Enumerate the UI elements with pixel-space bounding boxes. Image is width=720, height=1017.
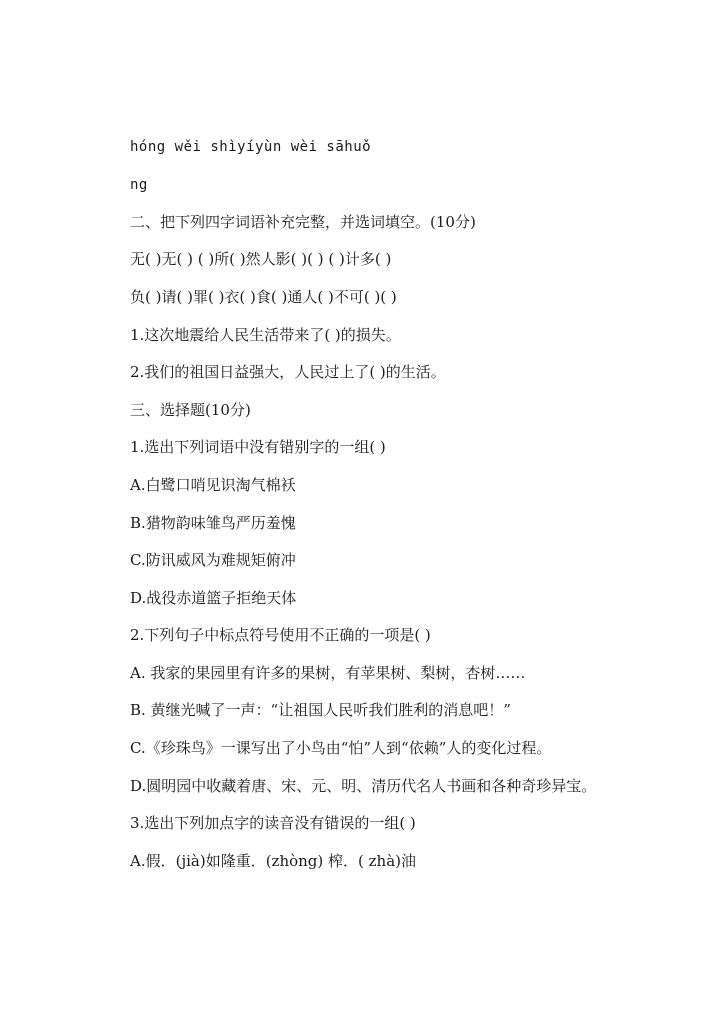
question-1-option-b: B.猎物韵味雏鸟严历羞愧 [130,514,296,532]
question-3-stem: 3.选出下列加点字的读音没有错误的一组( ) [130,814,416,832]
fill-question-1: 1.这次地震给人民生活带来了( )的损失。 [130,326,401,344]
question-2-option-a: A. 我家的果园里有许多的果树，有苹果树、梨树，杏树…… [130,664,526,682]
question-1-option-a: A.白鹭口哨见识淘气棉袄 [130,476,296,494]
question-3-option-a: A.假．(jià)如隆重．(zhòng) 榨．( zhà)油 [130,852,417,870]
question-1-option-d: D.战役赤道篮子拒绝天体 [130,589,297,607]
question-2-option-c: C.《珍珠鸟》一课写出了小鸟由“怕”人到“依赖”人的变化过程。 [130,739,552,757]
fill-question-2: 2.我们的祖国日益强大，人民过上了( )的生活。 [130,363,446,381]
pinyin-line-continued: ng [130,177,148,193]
question-2-option-d: D.圆明园中收藏着唐、宋、元、明、清历代名人书画和各种奇珍异宝。 [130,777,597,795]
question-1-stem: 1.选出下列词语中没有错别字的一组( ) [130,438,386,456]
question-1-option-c: C.防讯威风为难规矩俯冲 [130,551,296,569]
idiom-row-1: 无( )无( ) ( )所( )然人影( )( ) ( )计多( ) [130,250,392,268]
pinyin-line: hóng wěi shìyíyùn wèi sāhuǒ [130,139,372,155]
idiom-row-2: 负( )请( )罪( )衣( )食( )通人( )不可( )( ) [130,288,397,306]
question-2-option-b: B. 黄继光喊了一声：“让祖国人民听我们胜利的消息吧！” [130,701,511,719]
section-heading-multiple-choice: 三、选择题(10分) [130,401,251,419]
section-heading-fill-idioms: 二、把下列四字词语补充完整，并选词填空。(10分) [130,213,476,231]
question-2-stem: 2.下列句子中标点符号使用不正确的一项是( ) [130,626,431,644]
